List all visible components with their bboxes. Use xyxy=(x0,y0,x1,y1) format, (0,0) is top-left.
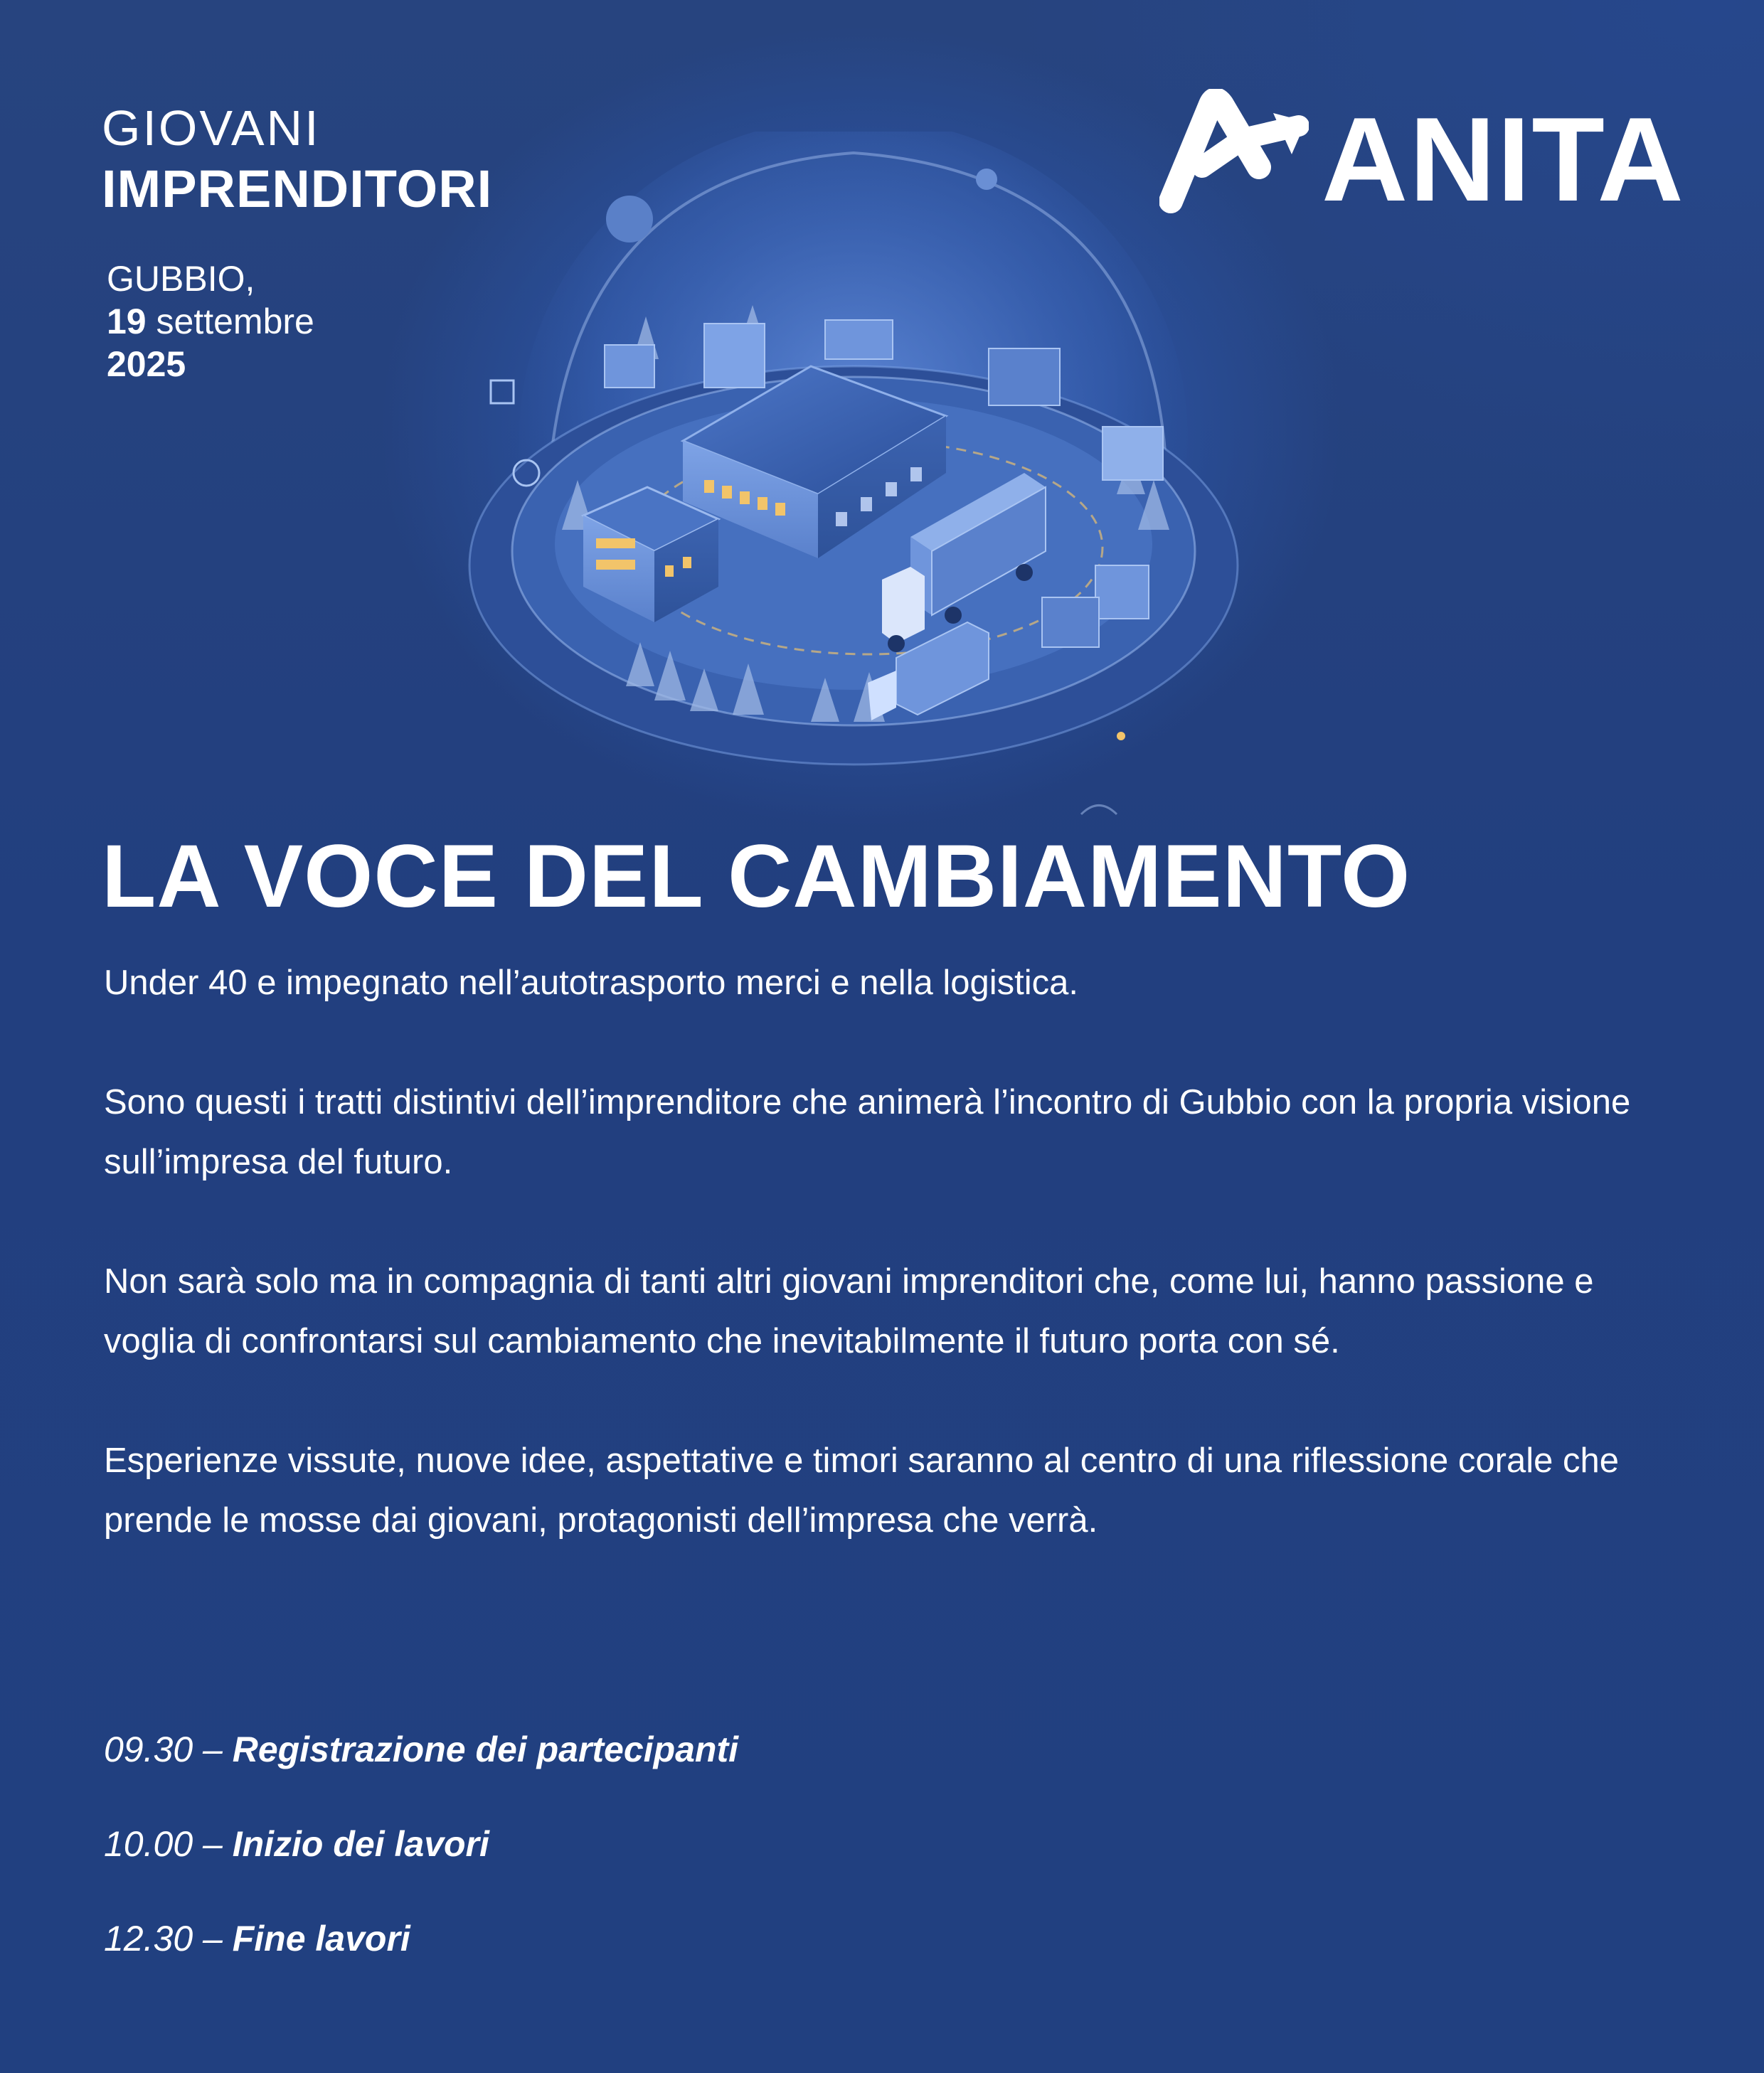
anita-logo-text: ANITA xyxy=(1322,92,1685,226)
agenda xyxy=(104,1721,738,2005)
event-city: GUBBIO, xyxy=(107,259,255,299)
headline: LA VOCE DEL CAMBIAMENTO xyxy=(102,827,1411,926)
agenda-title: Registrazione dei partecipanti xyxy=(232,1730,738,1769)
agenda-separator: – xyxy=(193,1824,233,1864)
hero-illustration xyxy=(398,132,1323,846)
event-day: 19 xyxy=(107,302,147,341)
event-month: settembre xyxy=(156,302,314,341)
event-date-location xyxy=(107,257,314,385)
brand-line-imprenditori: IMPRENDITORI xyxy=(102,159,493,218)
agenda-separator: – xyxy=(193,1919,233,1959)
agenda-item xyxy=(104,1721,738,1816)
agenda-title: Fine lavori xyxy=(232,1919,410,1959)
agenda-time: 09.30 xyxy=(104,1730,193,1769)
brand-line-giovani: GIOVANI xyxy=(102,100,321,156)
paragraph: Sono questi i tratti distintivi dell’imprenditore che animerà l’incontro di Gubbio con la propria visione sull’impresa del futuro. xyxy=(104,1083,1631,1181)
paragraph: Under 40 e impegnato nell’autotrasporto merci e nella logistica. xyxy=(104,964,1079,1002)
event-year: 2025 xyxy=(107,344,186,384)
agenda-item xyxy=(104,1816,738,1910)
agenda-title: Inizio dei lavori xyxy=(232,1824,489,1864)
logistics-hub-illustration xyxy=(398,132,1323,843)
agenda-separator: – xyxy=(193,1730,233,1769)
agenda-time: 10.00 xyxy=(104,1824,193,1864)
event-date xyxy=(107,300,314,343)
agenda-time: 12.30 xyxy=(104,1919,193,1959)
paragraph: Esperienze vissute, nuove idee, aspettative e timori saranno al centro di una riflessione corale che prende le mosse dai giovani, protagonisti dell’impresa che verrà. xyxy=(104,1441,1619,1540)
paragraph: Non sarà solo ma in compagnia di tanti altri giovani imprenditori che, come lui, hanno passione e voglia di confrontarsi sul cambiamento che inevitabilmente il futuro porta con sé. xyxy=(104,1262,1594,1360)
agenda-item xyxy=(104,1910,738,2005)
body-text xyxy=(104,953,1662,1610)
